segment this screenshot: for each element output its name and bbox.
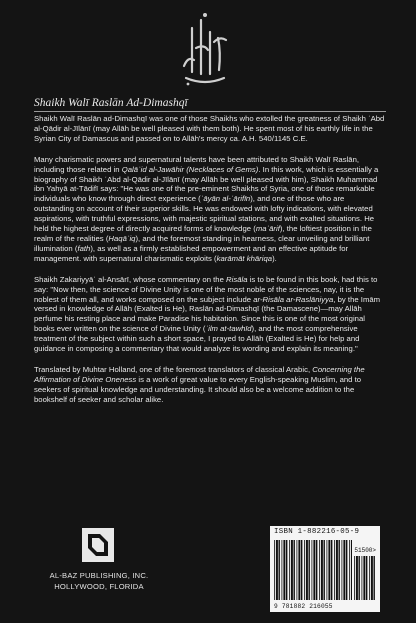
text-run: ), and the foremost standing in hearness, clear unveiling and brilliant illumination ( — [34, 233, 370, 253]
publisher-logo-icon — [82, 528, 114, 562]
barcode-bar — [342, 540, 343, 600]
barcode-icon — [274, 540, 352, 600]
barcode-bar — [363, 556, 365, 600]
publisher-city: HOLLYWOOD, FLORIDA — [54, 582, 144, 591]
italic-term: Concerning the Affirmation of Divine Oneness — [34, 364, 365, 384]
paragraph — [34, 365, 386, 405]
text-run: ), as well as a firmly established empowerment and an effective aptitude for management. with supernatural charismatic exploits ( — [34, 243, 349, 263]
barcode-bar — [282, 540, 283, 600]
italic-term: fath — [77, 243, 91, 253]
section-heading: Shaikh Walī Raslān Ad-Dimashqī — [34, 97, 188, 109]
text-run: Translated by Muhtar Holland, one of the foremost translators of classical Arabic, — [34, 364, 313, 374]
text-run: ), and the most comprehensive treatment of the subject within such a short space, I prayed to Allāh (Exalted is He) for help and guidance in composing a commentary that would analyze its wording and explain its meaning." — [34, 324, 360, 354]
barcode-bar — [354, 556, 355, 600]
text-run: Many charismatic powers and supernatural talents have been attributed to Shaikh Walī Raslān, including those related in — [34, 154, 360, 174]
calligraphy-logo-icon — [174, 8, 236, 90]
barcode-bar — [313, 540, 315, 600]
italic-term: Qalāʾid al-Jawāhir (Necklaces of Gems) — [121, 164, 259, 174]
barcode-bar — [366, 556, 367, 600]
barcode-bar — [297, 540, 298, 600]
barcode-bar — [291, 540, 293, 600]
barcode-bar — [327, 540, 328, 600]
barcode-bar — [309, 540, 310, 600]
barcode-bar — [362, 556, 363, 600]
barcode-bar — [371, 556, 373, 600]
price-barcode-icon — [354, 556, 376, 600]
barcode-bar — [286, 540, 287, 600]
barcode-bar — [312, 540, 313, 600]
paragraph — [34, 155, 386, 264]
paragraph — [34, 275, 386, 354]
italic-term: ar-Risāla ar-Raslāniyya — [253, 294, 334, 304]
text-run: is to be found in this book, had this to say: "Now then, the science of Divine Unity is one of the most noble of the sciences, nay, it is the noblest of them all, and works composed on the subject include — [34, 274, 378, 304]
italic-term: ʿilm at-tawhīd — [205, 324, 252, 334]
barcode-bar — [306, 540, 308, 600]
barcode-bar — [339, 540, 340, 600]
text-run: is a work of great value to every English-speaking Muslim, and to seekers of spiritual knowledge and understanding. It should also be a welcome addition to the bookshelf of seeker and scholar alike. — [34, 374, 362, 404]
heading-divider — [34, 111, 386, 112]
barcode-bar — [343, 540, 345, 600]
barcode-bar — [324, 540, 325, 600]
barcode-bar — [316, 540, 317, 600]
ean-number: 9 781882 216055 — [274, 603, 333, 610]
barcode-bar — [356, 556, 358, 600]
barcode-bar — [289, 540, 290, 600]
barcode-bar — [283, 540, 285, 600]
barcode-bar — [334, 540, 335, 600]
text-run: ). — [272, 253, 277, 263]
barcode-bar — [349, 540, 350, 600]
text-run: Shaikh Walī Raslān ad-Dimashqī was one of those Shaikhs who extolled the greatness of Shaikh ʿAbd al-Qādir al-Jīlānī (may Allāh be well pleased with them both). He spent most of his earthly life in the Syrian City of Damascus and passed on to Allāh's mercy ca. A.H. 540/1145 C.E. — [34, 114, 385, 143]
barcode-bar — [359, 556, 360, 600]
text-run: Shaikh Zakariyyāʾ al-Ansārī, whose commentary on the — [34, 274, 227, 284]
publisher-name: AL-BAZ PUBLISHING, INC. — [49, 571, 149, 580]
barcode-bar — [369, 556, 370, 600]
paragraph — [34, 114, 386, 144]
barcode-bar — [276, 540, 278, 600]
barcode-bar — [294, 540, 295, 600]
barcode-panel — [270, 526, 380, 612]
italic-term: karāmāt khāriqa — [216, 253, 273, 263]
barcode-bar — [274, 540, 275, 600]
barcode-bar — [336, 540, 338, 600]
back-cover-text — [34, 96, 386, 416]
text-run: ), and one of those who are outstanding on account of their superior skills. He was endowed with lofty indications, with elevated aspirations, with truthful expressions, with majestic spiritual stations, and with exalted situations. He held the highest degree of directly acquired forms of knowledge ( — [34, 194, 375, 234]
barcode-bar — [331, 540, 332, 600]
italic-term: maʿārif — [255, 224, 280, 234]
barcode-bar — [374, 556, 375, 600]
barcode-bar — [351, 540, 352, 600]
barcode-bar — [328, 540, 330, 600]
price-code: 51500> — [354, 547, 376, 554]
publisher-info — [40, 570, 158, 592]
barcode-bar — [321, 540, 323, 600]
text-run: ), the loftiest position in the realm of the realities ( — [34, 224, 372, 243]
barcode-bar — [346, 540, 347, 600]
barcode-bar — [279, 540, 280, 600]
italic-term: Haqāʾiq — [108, 233, 136, 243]
description-paragraphs — [34, 114, 386, 405]
text-run: , by the Imām versed in knowledge of Allāh (Exalted is He), Raslān ad-Dimashqī (the Damascene)—may Allāh perfume his resting place and make Paradise his habitation. Since this is one of the most original books ever written on the science of Divine Unity ( — [34, 294, 381, 334]
text-run: . In this work, which is essentially a biography of Shaikh ʿAbd al-Qādir al-Jīlānī (may Allāh be well pleased with him), Shaikh Muhammad ibn Yahyā at-Tādifī says: "He was one of the pre-eminent Shaikhs of Syria, one of those remarkable individuals who know through direct experience ( — [34, 164, 379, 204]
italic-term: Risāla — [226, 274, 248, 284]
isbn-label: ISBN 1-882216-05-9 — [274, 528, 360, 536]
barcode-bar — [298, 540, 300, 600]
italic-term: ʿāyān al-ʿārifīn — [200, 194, 251, 204]
barcode-bar — [319, 540, 320, 600]
barcode-bar — [301, 540, 302, 600]
barcode-bar — [304, 540, 305, 600]
